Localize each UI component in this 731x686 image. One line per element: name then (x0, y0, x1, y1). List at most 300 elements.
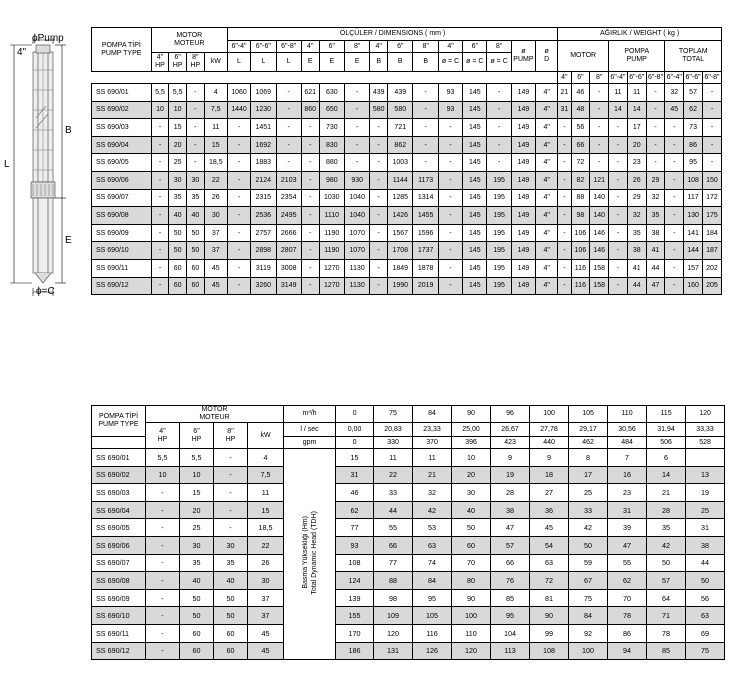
table-row (92, 224, 722, 242)
head-value-cell: 108 (530, 642, 569, 660)
flow-gpm: 462 (569, 437, 608, 449)
head-value-cell: 31 (608, 501, 647, 519)
table-cell: 202 (702, 259, 721, 277)
table-cell: - (665, 136, 684, 154)
table-cell: 41 (646, 242, 665, 260)
flow-ls: 30,56 (608, 423, 647, 437)
performance-table (91, 405, 725, 660)
table-cell: - (438, 171, 462, 189)
table-cell: - (413, 154, 438, 172)
dim-size-header: 8" (413, 41, 438, 53)
head-value-cell: 108 (336, 554, 374, 572)
table-cell: 149 (511, 136, 535, 154)
dim-letter-header: L (276, 53, 301, 72)
head-value-cell: 69 (686, 624, 725, 642)
table-cell: - (558, 154, 571, 172)
table-cell: - (438, 154, 462, 172)
table-cell: 2666 (276, 224, 301, 242)
table-cell: 1030 (319, 189, 344, 207)
flow-ls: 31,94 (647, 423, 686, 437)
table-cell: 32 (627, 207, 646, 225)
unit-m3h-header: m³/h (284, 406, 336, 423)
flow-m3h: 96 (491, 406, 530, 423)
head-value-cell: 6 (647, 449, 686, 467)
head-value-cell: 120 (374, 624, 413, 642)
head-value-cell: 88 (374, 572, 413, 590)
table-cell: 18,5 (204, 154, 227, 172)
dim-letter-header: B (388, 53, 413, 72)
table-cell: 160 (684, 277, 703, 295)
table-cell: - (646, 136, 665, 154)
head-value-cell: 38 (491, 501, 530, 519)
head-value-cell: 32 (413, 484, 452, 502)
table-cell: - (370, 136, 388, 154)
table-cell: 1440 (227, 101, 250, 119)
head-value-cell: 77 (336, 519, 374, 537)
table-cell: - (276, 84, 301, 102)
head-value-cell: 110 (452, 624, 491, 642)
table-cell: 56 (571, 119, 590, 137)
table-cell: 11 (609, 84, 628, 102)
model-cell: SS 690/08 (92, 572, 146, 590)
table-cell: - (227, 259, 250, 277)
c-diameter-label: ϕ=C (36, 286, 55, 297)
table-cell: 50 (169, 224, 187, 242)
model-cell: SS 690/05 (92, 154, 152, 172)
table-cell: 157 (684, 259, 703, 277)
table-cell: 144 (684, 242, 703, 260)
table-cell: 140 (590, 189, 609, 207)
table-cell: - (151, 224, 169, 242)
hp8-cell: 40 (214, 572, 248, 590)
table-cell: - (702, 136, 721, 154)
head-value-cell: 23 (608, 484, 647, 502)
table-cell: 20 (627, 136, 646, 154)
table-cell: - (558, 207, 571, 225)
table-cell: - (558, 224, 571, 242)
head-value-cell: 50 (686, 572, 725, 590)
head-value-cell: 55 (608, 554, 647, 572)
table-cell: 4" (536, 189, 558, 207)
table-cell: - (438, 224, 462, 242)
table-cell: - (438, 242, 462, 260)
head-value-cell: 44 (374, 501, 413, 519)
table-cell: - (558, 171, 571, 189)
table-cell: - (370, 277, 388, 295)
head-value-cell: 19 (491, 466, 530, 484)
head-value-cell: 85 (491, 589, 530, 607)
table-cell: 145 (463, 277, 487, 295)
weight-size-header: 6"-4" (665, 72, 684, 84)
table-cell: - (487, 119, 511, 137)
kw-cell: 4 (248, 449, 284, 467)
table-cell: 121 (590, 171, 609, 189)
model-cell: SS 690/04 (92, 136, 152, 154)
table-cell: 195 (487, 277, 511, 295)
table-row (92, 119, 722, 137)
hp6-cell: 25 (180, 519, 214, 537)
weight-size-header: 6" (571, 72, 590, 84)
table-cell: 930 (344, 171, 369, 189)
table-cell: 23 (627, 154, 646, 172)
table-cell: 35 (169, 189, 187, 207)
head-value-cell: 31 (686, 519, 725, 537)
table-cell: - (609, 259, 628, 277)
table-row (92, 572, 725, 590)
table-row (92, 154, 722, 172)
table-cell: 149 (511, 101, 535, 119)
head-value-cell: 93 (336, 536, 374, 554)
head-value-cell: 21 (647, 484, 686, 502)
table-cell: 149 (511, 154, 535, 172)
table-cell: 158 (590, 277, 609, 295)
table-cell: 35 (646, 207, 665, 225)
flow-ls: 33,33 (686, 423, 725, 437)
e-dimension-label: E (65, 235, 72, 246)
head-value-cell: 25 (569, 484, 608, 502)
table-cell: 1173 (413, 171, 438, 189)
hp8-cell: - (214, 466, 248, 484)
table-cell: - (344, 84, 369, 102)
head-value-cell: 77 (374, 554, 413, 572)
table-cell: - (276, 119, 301, 137)
table-cell: 5,5 (169, 84, 187, 102)
kw-cell: 37 (248, 607, 284, 625)
head-value-cell: 85 (647, 642, 686, 660)
head-value-cell: 75 (686, 642, 725, 660)
table-cell: - (413, 119, 438, 137)
table-cell: 172 (702, 189, 721, 207)
model-cell: SS 690/01 (92, 449, 146, 467)
flow-m3h: 84 (413, 406, 452, 423)
head-value-cell: 35 (647, 519, 686, 537)
table-cell: 117 (684, 189, 703, 207)
head-value-cell: 59 (569, 554, 608, 572)
flow-gpm: 423 (491, 437, 530, 449)
table-cell: 580 (388, 101, 413, 119)
table-cell: - (665, 154, 684, 172)
table-row (92, 466, 725, 484)
dim-size-header: 4" (301, 41, 319, 53)
table-cell: 88 (571, 189, 590, 207)
table-cell: 175 (702, 207, 721, 225)
head-value-cell: 42 (647, 536, 686, 554)
kw-cell: 26 (248, 554, 284, 572)
dimensions-table-body (92, 84, 722, 295)
head-value-cell: 9 (491, 449, 530, 467)
model-cell: SS 690/12 (92, 642, 146, 660)
table-cell: 630 (319, 84, 344, 102)
dim-size-header: 6"-4" (227, 41, 250, 53)
dim-size-header: 8" (344, 41, 369, 53)
table-cell: 86 (684, 136, 703, 154)
table-cell: 116 (571, 277, 590, 295)
table-row (92, 84, 722, 102)
dim-letter-header: B (370, 53, 388, 72)
flow-ls: 25,00 (452, 423, 491, 437)
head-value-cell: 95 (413, 589, 452, 607)
table-cell: 195 (487, 259, 511, 277)
head-value-cell: 19 (686, 484, 725, 502)
table-cell: 108 (684, 171, 703, 189)
table-cell: 880 (319, 154, 344, 172)
table-cell: 30 (169, 171, 187, 189)
table-cell: 2315 (251, 189, 276, 207)
table-cell: 1003 (388, 154, 413, 172)
kw-cell: 22 (248, 536, 284, 554)
table-cell: 1270 (319, 259, 344, 277)
table-cell: 1596 (413, 224, 438, 242)
head-value-cell: 116 (413, 624, 452, 642)
table-cell: 1070 (344, 242, 369, 260)
table-cell: 62 (684, 101, 703, 119)
dim-letter-header: ø = C (487, 53, 511, 72)
head-value-cell: 50 (569, 536, 608, 554)
table-cell: 621 (301, 84, 319, 102)
hp4-cell: - (146, 501, 180, 519)
dim-size-header: 6" (319, 41, 344, 53)
head-value-cell: 53 (413, 519, 452, 537)
flow-gpm: 330 (374, 437, 413, 449)
table-cell: 1567 (388, 224, 413, 242)
hp4-cell: - (146, 607, 180, 625)
table-cell: 45 (204, 259, 227, 277)
table-cell: - (344, 154, 369, 172)
table-cell: 1190 (319, 224, 344, 242)
table-cell: 38 (627, 242, 646, 260)
table-cell: 3149 (276, 277, 301, 295)
head-value-cell: 80 (452, 572, 491, 590)
table-cell: 149 (511, 207, 535, 225)
hp4-cell: 5,5 (146, 449, 180, 467)
unit-ls-header: l / sec (284, 423, 336, 437)
table-cell: 439 (370, 84, 388, 102)
head-value-cell: 86 (608, 624, 647, 642)
table-row (92, 624, 725, 642)
head-axis-label (284, 449, 336, 660)
table-row (92, 136, 722, 154)
table-cell: 14 (609, 101, 628, 119)
table-cell: - (344, 136, 369, 154)
dim-letter-header: E (319, 53, 344, 72)
table-cell: - (301, 277, 319, 295)
model-cell: SS 690/11 (92, 259, 152, 277)
table-cell: 145 (463, 259, 487, 277)
head-value-cell: 62 (608, 572, 647, 590)
table-cell: 1883 (251, 154, 276, 172)
table-cell: - (301, 259, 319, 277)
table-cell: 4" (536, 136, 558, 154)
table-cell: 145 (463, 171, 487, 189)
table-cell: 439 (388, 84, 413, 102)
head-value-cell: 31 (336, 466, 374, 484)
perf-pump-type-header: POMPA TİPİ PUMP TYPE (92, 406, 146, 437)
table-cell: 145 (463, 154, 487, 172)
table-cell: 721 (388, 119, 413, 137)
table-cell: 4" (536, 277, 558, 295)
table-cell: 4" (536, 259, 558, 277)
hp4-cell: - (146, 519, 180, 537)
table-cell: 1040 (344, 189, 369, 207)
table-cell: 2103 (276, 171, 301, 189)
table-cell: - (151, 136, 169, 154)
table-cell: - (151, 277, 169, 295)
perf-hp8-header: 8" HP (214, 423, 248, 449)
table-cell: - (301, 189, 319, 207)
table-cell: 1314 (413, 189, 438, 207)
table-cell: 17 (627, 119, 646, 137)
dim-letter-header: L (251, 53, 276, 72)
table-cell: 41 (627, 259, 646, 277)
table-cell: - (301, 171, 319, 189)
flow-ls: 0,00 (336, 423, 374, 437)
model-cell: SS 690/02 (92, 101, 152, 119)
table-cell: 14 (627, 101, 646, 119)
table-cell: 60 (169, 277, 187, 295)
table-cell: - (609, 189, 628, 207)
head-value-cell: 42 (413, 501, 452, 519)
table-cell: 1069 (251, 84, 276, 102)
table-cell: 2019 (413, 277, 438, 295)
hp8-cell: 50 (214, 589, 248, 607)
table-cell: 47 (646, 277, 665, 295)
weight-size-header: 6"-6" (627, 72, 646, 84)
table-cell: 40 (169, 207, 187, 225)
table-cell: 149 (511, 224, 535, 242)
head-value-cell: 40 (452, 501, 491, 519)
dim-size-header: 6" (463, 41, 487, 53)
flow-ls: 23,33 (413, 423, 452, 437)
table-cell: - (609, 207, 628, 225)
table-cell: - (438, 119, 462, 137)
head-value-cell: 105 (413, 607, 452, 625)
table-cell: - (590, 84, 609, 102)
table-cell: 50 (187, 224, 205, 242)
head-value-cell: 15 (336, 449, 374, 467)
table-cell: 5,5 (151, 84, 169, 102)
table-cell: - (558, 277, 571, 295)
hp8-cell: - (214, 519, 248, 537)
head-value-cell: 75 (569, 589, 608, 607)
table-cell: - (370, 189, 388, 207)
table-cell: - (558, 119, 571, 137)
table-cell: - (590, 119, 609, 137)
table-cell: 3260 (251, 277, 276, 295)
head-value-cell: 57 (647, 572, 686, 590)
table-cell: 1060 (227, 84, 250, 102)
weight-size-header: 6"-8" (646, 72, 665, 84)
b-dimension-label: B (65, 125, 72, 136)
table-cell: 1144 (388, 171, 413, 189)
table-cell: 1451 (251, 119, 276, 137)
table-cell: 1130 (344, 259, 369, 277)
table-cell: 4 (204, 84, 227, 102)
table-cell: 37 (204, 242, 227, 260)
head-value-cell: 126 (413, 642, 452, 660)
submersible-pump-illustration (0, 30, 90, 305)
dim-letter-header: E (344, 53, 369, 72)
pump-diameter-label: ϕPump (32, 33, 64, 44)
table-row (92, 189, 722, 207)
head-value-cell: 39 (608, 519, 647, 537)
table-cell: 149 (511, 119, 535, 137)
flow-gpm: 370 (413, 437, 452, 449)
head-value-cell: 66 (491, 554, 530, 572)
kw-cell: 45 (248, 642, 284, 660)
model-cell: SS 690/05 (92, 519, 146, 537)
table-cell: 2495 (276, 207, 301, 225)
kw-header: kW (204, 53, 227, 72)
table-cell: - (590, 136, 609, 154)
weight-size-header: 6"-4" (609, 72, 628, 84)
table-cell: - (609, 119, 628, 137)
table-cell: 57 (684, 84, 703, 102)
table-cell: 1878 (413, 259, 438, 277)
head-value-cell: 30 (452, 484, 491, 502)
table-row (92, 642, 725, 660)
table-cell: 4" (536, 207, 558, 225)
table-cell: 35 (627, 224, 646, 242)
head-value-cell: 11 (374, 449, 413, 467)
table-row (92, 101, 722, 119)
table-cell: - (344, 119, 369, 137)
model-cell: SS 690/10 (92, 607, 146, 625)
hp6-cell: 40 (180, 572, 214, 590)
table-row (92, 259, 722, 277)
pump-type-header: POMPA TİPİ PUMP TYPE (92, 28, 152, 72)
table-cell: 11 (204, 119, 227, 137)
head-value-cell: 94 (608, 642, 647, 660)
table-cell: - (438, 189, 462, 207)
dim-size-header: 4" (438, 41, 462, 53)
table-cell: 4" (536, 101, 558, 119)
head-value-cell: 78 (608, 607, 647, 625)
table-cell: - (413, 84, 438, 102)
head-value-cell: 67 (569, 572, 608, 590)
head-value-cell: 57 (491, 536, 530, 554)
head-value-cell: 47 (608, 536, 647, 554)
table-cell: - (609, 277, 628, 295)
table-cell: 980 (319, 171, 344, 189)
table-cell: 26 (204, 189, 227, 207)
head-value-cell: 27 (530, 484, 569, 502)
hp4-cell: - (146, 589, 180, 607)
weight-pump-header: POMPA PUMP (609, 41, 665, 72)
head-value-cell: 170 (336, 624, 374, 642)
pump-diameter-header: ø PUMP (511, 41, 535, 72)
kw-cell: 18,5 (248, 519, 284, 537)
table-cell: 149 (511, 189, 535, 207)
table-cell: - (609, 154, 628, 172)
weight-size-header: 8" (590, 72, 609, 84)
head-value-cell: 14 (647, 466, 686, 484)
table-cell: - (438, 207, 462, 225)
table-cell: 35 (187, 189, 205, 207)
table-cell: 862 (388, 136, 413, 154)
table-cell: 650 (319, 101, 344, 119)
table-cell: 30 (187, 171, 205, 189)
table-cell: 15 (204, 136, 227, 154)
head-label-en: Total Dynamic Head (TDH) (310, 511, 318, 595)
flow-m3h: 105 (569, 406, 608, 423)
head-value-cell: 131 (374, 642, 413, 660)
hp6-header: 6" HP (169, 53, 187, 72)
table-cell: 145 (463, 242, 487, 260)
head-value-cell: 78 (647, 624, 686, 642)
table-cell: - (702, 119, 721, 137)
table-cell: - (646, 84, 665, 102)
table-cell: - (609, 136, 628, 154)
